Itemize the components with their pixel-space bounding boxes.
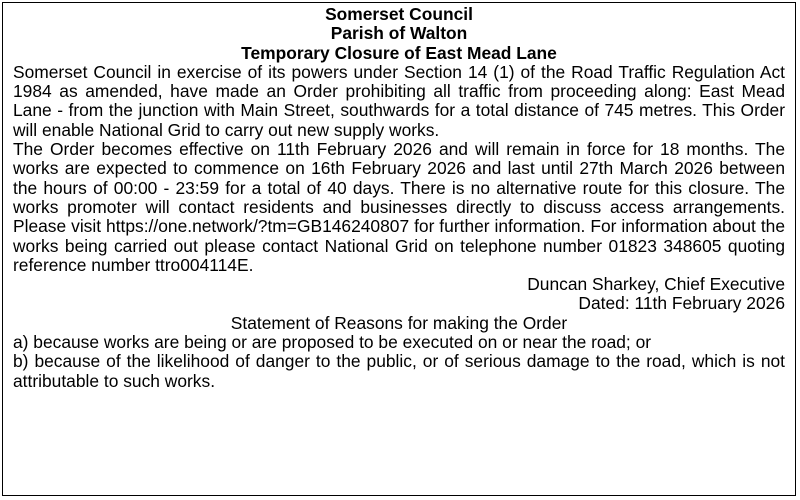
order-paragraph: Somerset Council in exercise of its powers under Section 14 (1) of the Road Traffic Regulation Act 1984 as amended, have made an Order prohibiting all traffic from proceeding along: East Mead Lane - from the junction with Main Street, southwards for a total distance of 745 metres. This Order will enable National Grid to carry out new supply works. bbox=[13, 61, 785, 140]
reasons-heading: Statement of Reasons for making the Order bbox=[230, 312, 568, 333]
reason-b: b) because of the likelihood of danger to the public, or of serious damage to the road, which is not attributable to such works. bbox=[13, 351, 785, 391]
council-name: Somerset Council bbox=[325, 4, 473, 24]
public-notice bbox=[2, 2, 796, 496]
signatory-name: Duncan Sharkey, Chief Executive bbox=[527, 274, 785, 295]
notice-date: Dated: 11th February 2026 bbox=[578, 293, 785, 314]
parish-name: Parish of Walton bbox=[330, 23, 468, 44]
notice-title: Temporary Closure of East Mead Lane bbox=[241, 42, 557, 63]
reason-a: a) because works are being or are proposed to be executed on or near the road; or bbox=[13, 332, 652, 353]
details-paragraph: The Order becomes effective on 11th February 2026 and will remain in force for 18 months. The works are expected to commence on 16th February 2026 and last until 27th March 2026 between the hours of 00:00 - 23:59 for a total of 40 days. There is no alternative route for this closure. The works promoter will contact residents and businesses directly to discuss access arrangements. Please visit https://one.network/?tm=GB146240807 for further information. For information about the works being carried out please contact National Grid on telephone number 01823 348605 quoting reference number ttro004114E. bbox=[13, 139, 785, 275]
